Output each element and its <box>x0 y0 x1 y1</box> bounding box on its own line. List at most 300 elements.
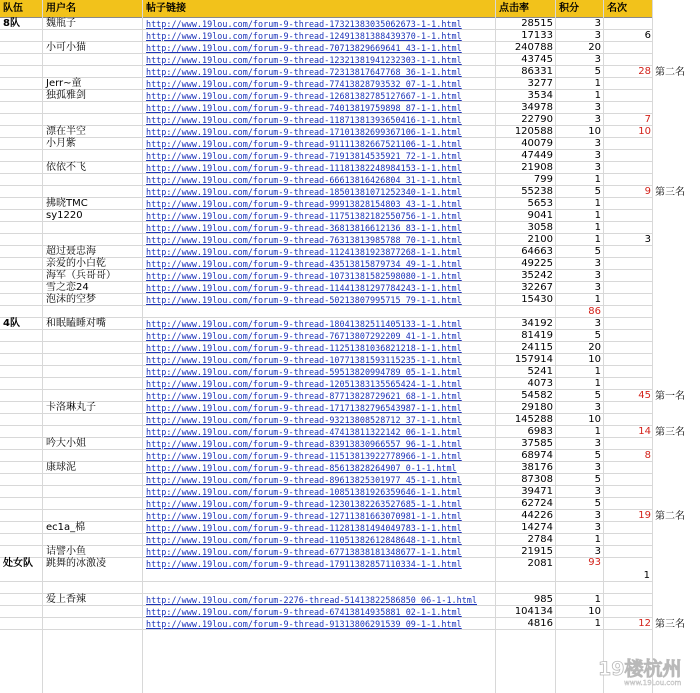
clicks-cell[interactable]: 3277 <box>527 78 553 89</box>
clicks-cell[interactable]: 35242 <box>521 270 553 281</box>
score-cell[interactable]: 86 <box>588 306 601 317</box>
team-cell[interactable] <box>0 462 43 473</box>
score-cell[interactable]: 3 <box>594 114 601 125</box>
rank-cell[interactable] <box>604 354 653 365</box>
user-cell[interactable] <box>43 54 143 65</box>
post-link[interactable]: http://www.19lou.com/forum-9-thread-43513815879734 49-1-1.html <box>146 259 462 269</box>
user-cell[interactable]: 拂晓TMC <box>46 198 88 209</box>
rank-cell[interactable] <box>604 438 653 449</box>
score-cell[interactable]: 10 <box>588 414 601 425</box>
header-rank[interactable]: 名次 <box>604 0 653 18</box>
post-link[interactable]: http://www.19lou.com/forum-9-thread-12051383135565424-1-1.html <box>146 379 462 389</box>
post-link[interactable]: http://www.19lou.com/forum-9-thread-11871381393650416-1-1.html <box>146 115 462 125</box>
user-cell[interactable]: 卡洛琳丸子 <box>46 402 96 413</box>
rank-cell[interactable]: 12 <box>638 618 651 629</box>
clicks-cell[interactable]: 15430 <box>521 294 553 305</box>
clicks-cell[interactable]: 39471 <box>521 486 553 497</box>
header-score[interactable]: 积分 <box>556 0 604 18</box>
user-cell[interactable] <box>43 174 143 185</box>
clicks-cell[interactable] <box>496 582 556 593</box>
team-cell[interactable] <box>0 618 43 629</box>
team-cell[interactable] <box>0 198 43 209</box>
rank-cell[interactable] <box>604 534 653 545</box>
rank-cell[interactable] <box>604 270 653 281</box>
post-link[interactable]: http://www.19lou.com/forum-9-thread-11181382248984153-1-1.html <box>146 163 462 173</box>
post-link[interactable]: http://www.19lou.com/forum-9-thread-71913814535921 72-1-1.html <box>146 151 462 161</box>
user-cell[interactable]: 泡沫的空梦 <box>46 294 96 305</box>
post-link[interactable]: http://www.19lou.com/forum-9-thread-11441381297784243-1-1.html <box>146 283 462 293</box>
score-cell[interactable]: 1 <box>594 222 601 233</box>
user-cell[interactable] <box>43 30 143 41</box>
team-cell[interactable] <box>0 342 43 353</box>
post-link[interactable]: http://www.19lou.com/forum-9-thread-91111382667521106-1-1.html <box>146 139 462 149</box>
team-cell[interactable] <box>0 438 43 449</box>
rank-cell[interactable] <box>604 198 653 209</box>
clicks-cell[interactable]: 5653 <box>527 198 553 209</box>
score-cell[interactable]: 5 <box>594 330 601 341</box>
clicks-cell[interactable]: 3058 <box>527 222 553 233</box>
team-cell[interactable]: 4队 <box>3 318 20 329</box>
rank-cell[interactable] <box>604 462 653 473</box>
user-cell[interactable] <box>43 66 143 77</box>
post-link[interactable]: http://www.19lou.com/forum-9-thread-66613816426804 31-1-1.html <box>146 175 462 185</box>
clicks-cell[interactable]: 4073 <box>527 378 553 389</box>
user-cell[interactable]: 海军（兵哥哥） <box>46 270 116 281</box>
user-cell[interactable] <box>43 498 143 509</box>
score-cell[interactable]: 1 <box>594 618 601 629</box>
user-cell[interactable]: 小可小猫 <box>46 42 86 53</box>
user-cell[interactable] <box>43 222 143 233</box>
user-cell[interactable]: 吟大小姐 <box>46 438 86 449</box>
user-cell[interactable]: 超过聂忠海 <box>46 246 96 257</box>
clicks-cell[interactable]: 64663 <box>521 246 553 257</box>
team-cell[interactable] <box>0 222 43 233</box>
rank-cell[interactable]: 8 <box>644 450 651 461</box>
team-cell[interactable] <box>0 402 43 413</box>
rank-cell[interactable] <box>604 210 653 221</box>
clicks-cell[interactable]: 24115 <box>521 342 553 353</box>
team-cell[interactable] <box>0 246 43 257</box>
clicks-cell[interactable]: 55238 <box>521 186 553 197</box>
rank-cell[interactable] <box>604 246 653 257</box>
score-cell[interactable]: 10 <box>588 354 601 365</box>
post-link[interactable]: http://www.19lou.com/forum-2276-thread-51413822586850 06-1-1.html <box>146 595 477 605</box>
score-cell[interactable]: 3 <box>594 546 601 557</box>
score-cell[interactable]: 1 <box>594 234 601 245</box>
rank-cell[interactable]: 45 <box>638 390 651 401</box>
team-cell[interactable] <box>0 78 43 89</box>
team-cell[interactable] <box>0 330 43 341</box>
score-cell[interactable]: 1 <box>594 534 601 545</box>
user-cell[interactable] <box>43 354 143 365</box>
rank-cell[interactable] <box>604 474 653 485</box>
clicks-cell[interactable]: 985 <box>533 594 553 605</box>
rank-cell[interactable] <box>604 294 653 305</box>
post-link[interactable]: http://www.19lou.com/forum-9-thread-18501381071252340-1-1.html <box>146 187 462 197</box>
user-cell[interactable] <box>43 330 143 341</box>
clicks-cell[interactable]: 54582 <box>521 390 553 401</box>
team-cell[interactable] <box>0 534 43 545</box>
clicks-cell[interactable]: 86331 <box>521 66 553 77</box>
rank-cell[interactable] <box>604 18 653 29</box>
team-cell[interactable] <box>0 174 43 185</box>
team-cell[interactable] <box>0 606 43 617</box>
post-link[interactable]: http://www.19lou.com/forum-9-thread-11281381494049783-1-1.html <box>146 523 462 533</box>
user-cell[interactable] <box>43 234 143 245</box>
clicks-cell[interactable]: 2081 <box>527 558 553 569</box>
rank-cell[interactable] <box>604 546 653 557</box>
rank-cell[interactable] <box>604 522 653 533</box>
post-link[interactable]: http://www.19lou.com/forum-9-thread-12321381941232303-1-1.html <box>146 55 462 65</box>
post-link[interactable]: http://www.19lou.com/forum-9-thread-70713829669641 43-1-1.html <box>146 43 462 53</box>
clicks-cell[interactable]: 157914 <box>514 354 553 365</box>
user-cell[interactable]: 诘譬小鱼 <box>46 546 86 557</box>
user-cell[interactable] <box>43 414 143 425</box>
rank-cell[interactable] <box>604 414 653 425</box>
score-cell[interactable]: 1 <box>594 426 601 437</box>
rank-cell[interactable]: 10 <box>638 126 651 137</box>
score-cell[interactable]: 3 <box>594 510 601 521</box>
team-cell[interactable] <box>0 450 43 461</box>
post-link[interactable]: http://www.19lou.com/forum-9-thread-72313817647768 36-1-1.html <box>146 67 462 77</box>
user-cell[interactable]: Jerr~童 <box>46 78 82 89</box>
score-cell[interactable]: 1 <box>594 210 601 221</box>
rank-cell[interactable] <box>604 162 653 173</box>
clicks-cell[interactable]: 145288 <box>514 414 553 425</box>
clicks-cell[interactable]: 5241 <box>527 366 553 377</box>
team-cell[interactable] <box>0 594 43 605</box>
team-cell[interactable] <box>0 54 43 65</box>
team-cell[interactable]: 处女队 <box>3 558 33 569</box>
team-cell[interactable] <box>0 90 43 101</box>
post-link[interactable]: http://www.19lou.com/forum-9-thread-83913830966557 96-1-1.html <box>146 439 462 449</box>
user-cell[interactable]: 亲爱的小白乾 <box>46 258 106 269</box>
score-cell[interactable]: 3 <box>594 150 601 161</box>
post-link[interactable]: http://www.19lou.com/forum-9-thread-10731381582598080-1-1.html <box>146 271 462 281</box>
user-cell[interactable] <box>43 486 143 497</box>
post-link[interactable] <box>143 306 496 317</box>
score-cell[interactable]: 1 <box>594 378 601 389</box>
user-cell[interactable]: 依依不飞 <box>46 162 86 173</box>
clicks-cell[interactable]: 40079 <box>521 138 553 149</box>
user-cell[interactable]: sy1220 <box>46 210 83 221</box>
user-cell[interactable] <box>43 342 143 353</box>
clicks-cell[interactable]: 17133 <box>521 30 553 41</box>
post-link[interactable]: http://www.19lou.com/forum-9-thread-11513813922778966-1-1.html <box>146 451 462 461</box>
team-cell[interactable] <box>0 150 43 161</box>
user-cell[interactable] <box>43 474 143 485</box>
post-link[interactable]: http://www.19lou.com/forum-9-thread-18041382511405133-1-1.html <box>146 319 462 329</box>
score-cell[interactable]: 3 <box>594 258 601 269</box>
post-link[interactable]: http://www.19lou.com/forum-9-thread-91313806291539 09-1-1.html <box>146 619 462 629</box>
user-cell[interactable] <box>43 378 143 389</box>
clicks-cell[interactable]: 37585 <box>521 438 553 449</box>
team-cell[interactable] <box>0 258 43 269</box>
user-cell[interactable] <box>43 186 143 197</box>
team-cell[interactable] <box>0 294 43 305</box>
rank-cell[interactable] <box>604 222 653 233</box>
rank-cell[interactable] <box>604 594 653 605</box>
team-cell[interactable] <box>0 498 43 509</box>
team-cell[interactable] <box>0 390 43 401</box>
post-link[interactable]: http://www.19lou.com/forum-9-thread-87713828729621 68-1-1.html <box>146 391 462 401</box>
post-link[interactable]: http://www.19lou.com/forum-9-thread-17911382857110334-1-1.html <box>146 559 462 569</box>
user-cell[interactable] <box>43 582 143 593</box>
clicks-cell[interactable]: 3534 <box>527 90 553 101</box>
rank-cell[interactable] <box>604 318 653 329</box>
score-cell[interactable]: 3 <box>594 438 601 449</box>
clicks-cell[interactable]: 4816 <box>527 618 553 629</box>
score-cell[interactable]: 5 <box>594 246 601 257</box>
team-cell[interactable] <box>0 306 43 317</box>
post-link[interactable]: http://www.19lou.com/forum-9-thread-77413828793532 07-1-1.html <box>146 79 462 89</box>
post-link[interactable]: http://www.19lou.com/forum-9-thread-67713838181348677-1-1.html <box>146 547 462 557</box>
post-link[interactable]: http://www.19lou.com/forum-9-thread-11251381036821218-1-1.html <box>146 343 462 353</box>
post-link[interactable]: http://www.19lou.com/forum-9-thread-50213807995715 79-1-1.html <box>146 295 462 305</box>
user-cell[interactable] <box>43 390 143 401</box>
clicks-cell[interactable]: 43745 <box>521 54 553 65</box>
team-cell[interactable] <box>0 162 43 173</box>
clicks-cell[interactable]: 47449 <box>521 150 553 161</box>
score-cell[interactable]: 3 <box>594 102 601 113</box>
post-link[interactable]: http://www.19lou.com/forum-9-thread-74013819759898 87-1-1.html <box>146 103 462 113</box>
post-link[interactable]: http://www.19lou.com/forum-9-thread-93213808528712 37-1-1.html <box>146 415 462 425</box>
score-cell[interactable]: 3 <box>594 18 601 29</box>
post-link[interactable]: http://www.19lou.com/forum-9-thread-47413811322142 06-1-1.html <box>146 427 462 437</box>
score-cell[interactable]: 3 <box>594 270 601 281</box>
score-cell[interactable]: 1 <box>594 90 601 101</box>
user-cell[interactable]: 雪之恋24 <box>46 282 89 293</box>
score-cell[interactable]: 93 <box>588 557 601 568</box>
user-cell[interactable] <box>43 426 143 437</box>
clicks-cell[interactable]: 2784 <box>527 534 553 545</box>
rank-cell[interactable] <box>604 174 653 185</box>
clicks-cell[interactable]: 120588 <box>514 126 553 137</box>
team-cell[interactable] <box>0 234 43 245</box>
rank-cell[interactable] <box>604 402 653 413</box>
clicks-cell[interactable]: 87308 <box>521 474 553 485</box>
score-cell[interactable]: 1 <box>594 174 601 185</box>
team-cell[interactable] <box>0 138 43 149</box>
user-cell[interactable] <box>43 306 143 317</box>
score-cell[interactable]: 1 <box>594 78 601 89</box>
score-cell[interactable]: 1 <box>594 198 601 209</box>
header-user[interactable]: 用户名 <box>43 0 143 18</box>
rank-cell[interactable]: 14 <box>638 426 651 437</box>
clicks-cell[interactable]: 22790 <box>521 114 553 125</box>
score-cell[interactable]: 3 <box>594 402 601 413</box>
post-link[interactable]: http://www.19lou.com/forum-9-thread-11751382182550756-1-1.html <box>146 211 462 221</box>
user-cell[interactable]: 爱上香辣 <box>46 594 86 605</box>
rank-cell[interactable]: 28 <box>638 66 651 77</box>
score-cell[interactable]: 5 <box>594 498 601 509</box>
team-cell[interactable] <box>0 114 43 125</box>
header-team[interactable]: 队伍 <box>0 0 43 18</box>
post-link[interactable]: http://www.19lou.com/forum-9-thread-10851381926359646-1-1.html <box>146 487 462 497</box>
score-cell[interactable]: 3 <box>594 462 601 473</box>
rank-cell[interactable] <box>604 582 653 593</box>
post-link[interactable]: http://www.19lou.com/forum-9-thread-11241381923877268-1-1.html <box>146 247 462 257</box>
clicks-cell[interactable]: 6983 <box>527 426 553 437</box>
user-cell[interactable] <box>43 366 143 377</box>
score-cell[interactable]: 3 <box>594 138 601 149</box>
score-cell[interactable]: 10 <box>588 126 601 137</box>
clicks-cell[interactable] <box>496 306 556 317</box>
rank-cell[interactable] <box>604 258 653 269</box>
post-link[interactable] <box>143 582 496 593</box>
team-cell[interactable] <box>0 66 43 77</box>
clicks-cell[interactable]: 9041 <box>527 210 553 221</box>
rank-cell[interactable]: 9 <box>644 186 651 197</box>
score-cell[interactable]: 3 <box>594 282 601 293</box>
rank-cell[interactable] <box>604 378 653 389</box>
rank-cell[interactable] <box>604 282 653 293</box>
post-link[interactable]: http://www.19lou.com/forum-9-thread-12681382785127667-1-1.html <box>146 91 462 101</box>
user-cell[interactable] <box>43 114 143 125</box>
rank-cell[interactable] <box>604 138 653 149</box>
score-cell[interactable]: 1 <box>594 294 601 305</box>
rank-cell[interactable] <box>604 486 653 497</box>
user-cell[interactable] <box>43 534 143 545</box>
team-cell[interactable] <box>0 486 43 497</box>
team-cell[interactable]: 8队 <box>3 18 20 29</box>
clicks-cell[interactable]: 44226 <box>521 510 553 521</box>
clicks-cell[interactable]: 34978 <box>521 102 553 113</box>
rank-cell[interactable] <box>604 366 653 377</box>
user-cell[interactable]: 和眠瞌睡对嘴 <box>46 318 106 329</box>
rank-cell[interactable] <box>604 78 653 89</box>
user-cell[interactable] <box>43 618 143 629</box>
rank-cell[interactable] <box>604 330 653 341</box>
clicks-cell[interactable]: 240788 <box>514 42 553 53</box>
clicks-cell[interactable]: 2100 <box>527 234 553 245</box>
score-cell[interactable]: 10 <box>588 606 601 617</box>
score-cell[interactable]: 20 <box>588 342 601 353</box>
post-link[interactable]: http://www.19lou.com/forum-9-thread-89613825301977 45-1-1.html <box>146 475 462 485</box>
rank-cell[interactable] <box>604 54 653 65</box>
team-cell[interactable] <box>0 354 43 365</box>
user-cell[interactable]: 康球泥 <box>46 462 76 473</box>
score-cell[interactable]: 3 <box>594 522 601 533</box>
rank-cell[interactable] <box>604 606 653 617</box>
user-cell[interactable]: ec1a_棉 <box>46 522 86 533</box>
rank-cell[interactable]: 7 <box>644 114 651 125</box>
post-link[interactable]: http://www.19lou.com/forum-9-thread-99913828154803 43-1-1.html <box>146 199 462 209</box>
user-cell[interactable]: 独孤雅剑 <box>46 90 86 101</box>
post-link[interactable]: http://www.19lou.com/forum-9-thread-17321383035062673-1-1.html <box>146 19 462 29</box>
rank-cell[interactable] <box>604 150 653 161</box>
team-cell[interactable] <box>0 30 43 41</box>
score-cell[interactable]: 3 <box>594 162 601 173</box>
clicks-cell[interactable]: 104134 <box>514 606 553 617</box>
user-cell[interactable] <box>43 150 143 161</box>
rank-cell[interactable] <box>604 102 653 113</box>
team-cell[interactable] <box>0 546 43 557</box>
post-link[interactable]: http://www.19lou.com/forum-9-thread-36813816612136 83-1-1.html <box>146 223 462 233</box>
clicks-cell[interactable]: 28515 <box>521 18 553 29</box>
team-cell[interactable] <box>0 126 43 137</box>
rank-cell[interactable]: 3 <box>644 234 651 245</box>
clicks-cell[interactable]: 68974 <box>521 450 553 461</box>
post-link[interactable]: http://www.19lou.com/forum-9-thread-76713807292209 41-1-1.html <box>146 331 462 341</box>
rank-cell[interactable] <box>604 90 653 101</box>
team-cell[interactable] <box>0 426 43 437</box>
team-cell[interactable] <box>0 378 43 389</box>
score-cell[interactable]: 5 <box>594 450 601 461</box>
rank-cell[interactable] <box>604 42 653 53</box>
score-cell[interactable]: 1 <box>594 366 601 377</box>
rank-cell[interactable] <box>604 498 653 509</box>
team-cell[interactable] <box>0 582 43 593</box>
clicks-cell[interactable]: 38176 <box>521 462 553 473</box>
post-link[interactable]: http://www.19lou.com/forum-9-thread-17171382796543987-1-1.html <box>146 403 462 413</box>
score-cell[interactable]: 1 <box>594 594 601 605</box>
score-cell[interactable]: 5 <box>594 66 601 77</box>
user-cell[interactable]: 跳舞的冰激凌 <box>46 558 106 569</box>
post-link[interactable]: http://www.19lou.com/forum-9-thread-59513820994789 05-1-1.html <box>146 367 462 377</box>
header-clicks[interactable]: 点击率 <box>496 0 556 18</box>
clicks-cell[interactable]: 32267 <box>521 282 553 293</box>
rank-cell[interactable] <box>604 306 653 317</box>
user-cell[interactable] <box>43 450 143 461</box>
team-cell[interactable] <box>0 522 43 533</box>
team-cell[interactable] <box>0 186 43 197</box>
team-cell[interactable] <box>0 102 43 113</box>
score-cell[interactable] <box>556 582 604 593</box>
team-cell[interactable] <box>0 366 43 377</box>
score-cell[interactable]: 5 <box>594 474 601 485</box>
team-cell[interactable] <box>0 42 43 53</box>
score-cell[interactable]: 3 <box>594 54 601 65</box>
user-cell[interactable] <box>43 102 143 113</box>
header-link[interactable]: 帖子链接 <box>143 0 496 18</box>
user-cell[interactable] <box>43 606 143 617</box>
clicks-cell[interactable]: 29180 <box>521 402 553 413</box>
post-link[interactable]: http://www.19lou.com/forum-9-thread-85613828264907 0-1-1.html <box>146 463 457 473</box>
rank-cell[interactable] <box>604 342 653 353</box>
post-link[interactable]: http://www.19lou.com/forum-9-thread-12301382263527685-1-1.html <box>146 499 462 509</box>
team-cell[interactable] <box>0 510 43 521</box>
post-link[interactable]: http://www.19lou.com/forum-9-thread-12711381663070981-1-1.html <box>146 511 462 521</box>
score-cell[interactable]: 5 <box>594 186 601 197</box>
clicks-cell[interactable]: 81419 <box>521 330 553 341</box>
post-link[interactable]: http://www.19lou.com/forum-9-thread-67413814935881 02-1-1.html <box>146 607 462 617</box>
clicks-cell[interactable]: 34192 <box>521 318 553 329</box>
post-link[interactable]: http://www.19lou.com/forum-9-thread-10771381593115235-1-1.html <box>146 355 462 365</box>
rank-cell[interactable]: 6 <box>644 30 651 41</box>
team-cell[interactable] <box>0 282 43 293</box>
post-link[interactable]: http://www.19lou.com/forum-9-thread-12491381388439370-1-1.html <box>146 31 462 41</box>
user-cell[interactable] <box>43 510 143 521</box>
post-link[interactable]: http://www.19lou.com/forum-9-thread-17101382699367106-1-1.html <box>146 127 462 137</box>
score-cell[interactable]: 5 <box>594 390 601 401</box>
score-cell[interactable]: 20 <box>588 42 601 53</box>
clicks-cell[interactable]: 21915 <box>521 546 553 557</box>
clicks-cell[interactable]: 49225 <box>521 258 553 269</box>
score-cell[interactable]: 3 <box>594 30 601 41</box>
post-link[interactable]: http://www.19lou.com/forum-9-thread-76313813985788 70-1-1.html <box>146 235 462 245</box>
team-cell[interactable] <box>0 270 43 281</box>
team-cell[interactable] <box>0 474 43 485</box>
score-cell[interactable]: 3 <box>594 318 601 329</box>
clicks-cell[interactable]: 62724 <box>521 498 553 509</box>
clicks-cell[interactable]: 799 <box>533 174 553 185</box>
user-cell[interactable]: 小月紫 <box>46 138 76 149</box>
user-cell[interactable]: 漂在半空 <box>46 126 86 137</box>
clicks-cell[interactable]: 14274 <box>521 522 553 533</box>
user-cell[interactable]: 魏瓶子 <box>46 18 76 29</box>
post-link[interactable]: http://www.19lou.com/forum-9-thread-11051382612848648-1-1.html <box>146 535 462 545</box>
